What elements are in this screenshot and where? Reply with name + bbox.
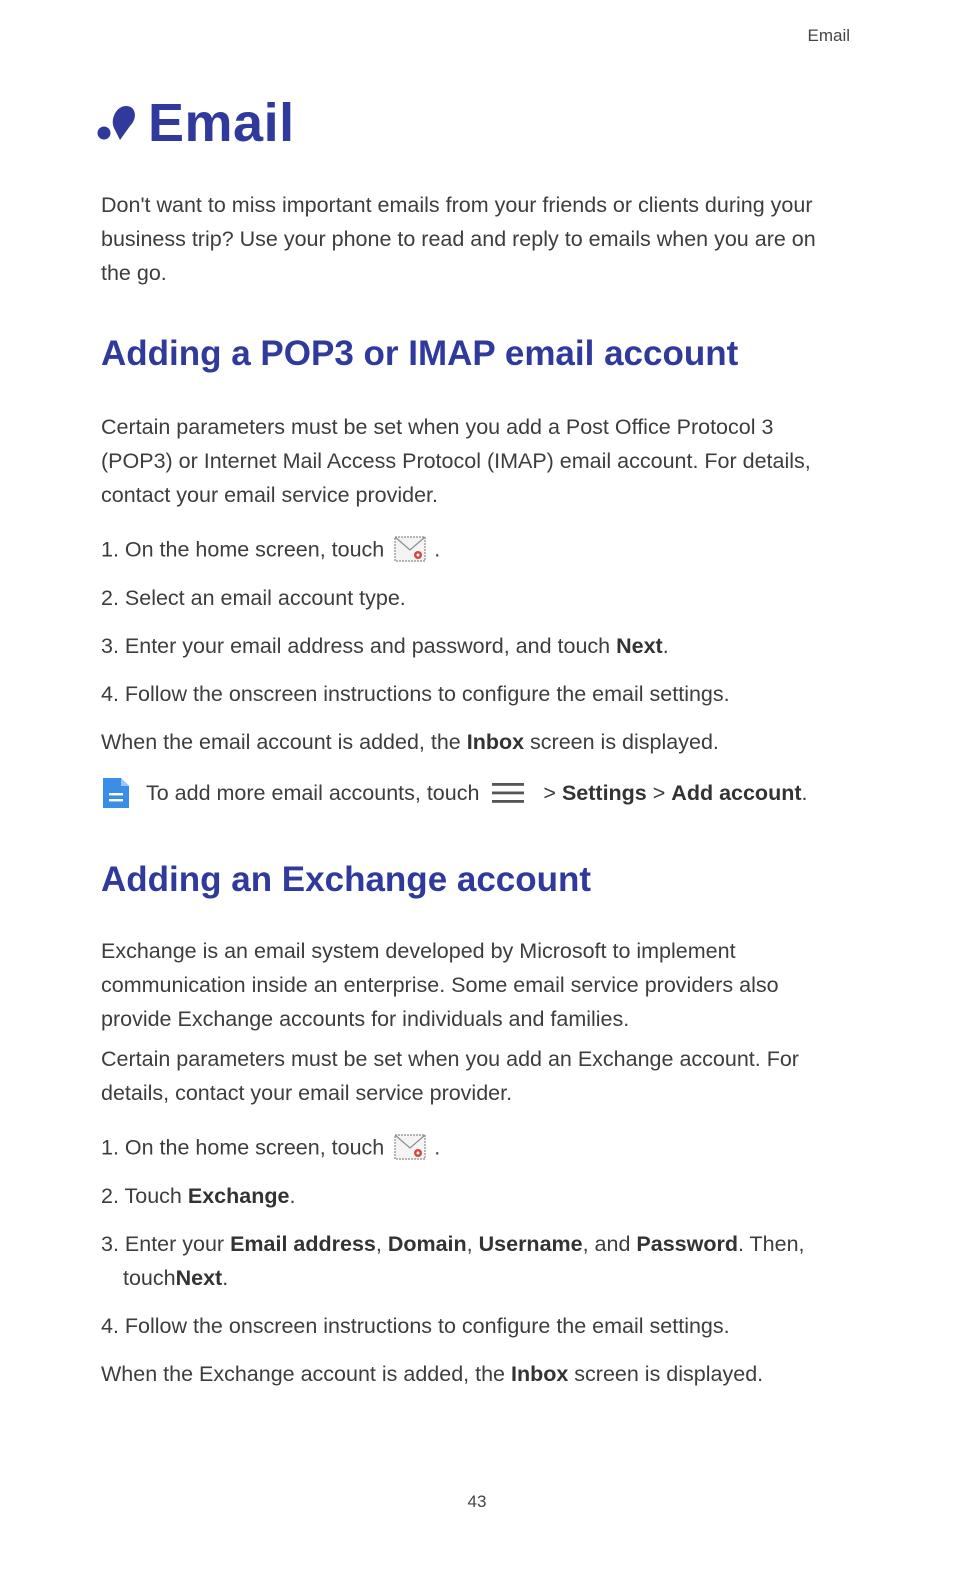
pop3-step-4: 4. Follow the onscreen instructions to configure the email settings. xyxy=(101,682,730,706)
pop3-heading: Adding a POP3 or IMAP email account xyxy=(101,334,739,373)
email-app-icon xyxy=(394,1132,426,1162)
password-label: Password xyxy=(636,1232,738,1256)
note-text: To add more email accounts, touch xyxy=(146,780,480,805)
note-row xyxy=(101,776,807,810)
page-title xyxy=(96,92,295,154)
pop3-step-2: 2. Select an email account type. xyxy=(101,586,406,610)
sep: , xyxy=(466,1232,479,1256)
pop3-step-3 xyxy=(101,634,669,659)
exchange-paragraph-1: Exchange is an email system developed by Microsoft to implement communication inside an enterprise. Some email service providers also provide Exchange accounts for individuals and families. xyxy=(101,939,779,1031)
menu-icon xyxy=(491,781,525,805)
pop3-step-3-end: . xyxy=(662,634,669,658)
exchange-heading: Adding an Exchange account xyxy=(101,860,592,899)
touch-text: touch xyxy=(123,1266,176,1290)
exchange-step-3-text: 3. Enter your xyxy=(101,1232,231,1256)
settings-label: Settings xyxy=(561,780,647,805)
exchange-step-3-then: . Then, xyxy=(737,1232,805,1256)
page-title-text: Email xyxy=(148,93,295,153)
intro-paragraph: Don't want to miss important emails from your friends or clients during your business trip? Use your phone to read and reply to emails when you are on the go. xyxy=(101,193,816,285)
pop3-step-1-end: . xyxy=(434,537,441,562)
exchange-step-3 xyxy=(101,1232,805,1257)
note-sep-1: > xyxy=(537,780,562,805)
pop3-step-3-text: 3. Enter your email address and password, and touch xyxy=(101,634,617,658)
add-account-label: Add account xyxy=(671,780,802,805)
pop3-step-1-text: 1. On the home screen, touch xyxy=(101,537,385,562)
email-app-icon xyxy=(394,534,426,564)
exchange-step-1-text: 1. On the home screen, touch xyxy=(101,1135,385,1160)
exchange-label: Exchange xyxy=(187,1184,290,1208)
domain-label: Domain xyxy=(387,1232,467,1256)
exchange-result-text: When the Exchange account is added, the xyxy=(101,1362,511,1386)
exchange-step-3-cont xyxy=(123,1266,228,1291)
note-sep-2: > xyxy=(646,780,672,805)
exchange-paragraph-2: Certain parameters must be set when you add an Exchange account. For details, contact your email service provider. xyxy=(101,1047,799,1105)
sep: , and xyxy=(582,1232,637,1256)
username-label: Username xyxy=(478,1232,583,1256)
exchange-step-4: 4. Follow the onscreen instructions to configure the email settings. xyxy=(101,1314,730,1338)
pop3-result-text: When the email account is added, the xyxy=(101,730,467,754)
email-address-label: Email address xyxy=(230,1232,376,1256)
exchange-step-2-end: . xyxy=(289,1184,296,1208)
note-icon xyxy=(101,776,131,810)
leaf-icon xyxy=(96,102,138,144)
exchange-step-3-end: . xyxy=(222,1266,229,1290)
pop3-result xyxy=(101,730,719,755)
sep: , xyxy=(375,1232,388,1256)
inbox-label: Inbox xyxy=(510,1362,569,1386)
running-header: Email xyxy=(807,26,850,45)
exchange-result-end: screen is displayed. xyxy=(568,1362,764,1386)
exchange-step-1-end: . xyxy=(434,1135,441,1160)
next-label: Next xyxy=(175,1266,223,1290)
pop3-result-end: screen is displayed. xyxy=(524,730,719,754)
exchange-step-2-text: 2. Touch xyxy=(101,1184,188,1208)
inbox-label: Inbox xyxy=(466,730,525,754)
exchange-result xyxy=(101,1362,763,1387)
page-number: 43 xyxy=(467,1492,487,1511)
exchange-step-1 xyxy=(101,1134,440,1164)
pop3-paragraph: Certain parameters must be set when you add a Post Office Protocol 3 (POP3) or Internet Mail Access Protocol (IMAP) email account. For details, contact your email service provider. xyxy=(101,415,811,507)
note-end: . xyxy=(801,780,808,805)
exchange-step-2 xyxy=(101,1184,295,1209)
next-label: Next xyxy=(616,634,663,658)
pop3-step-1 xyxy=(101,536,440,566)
